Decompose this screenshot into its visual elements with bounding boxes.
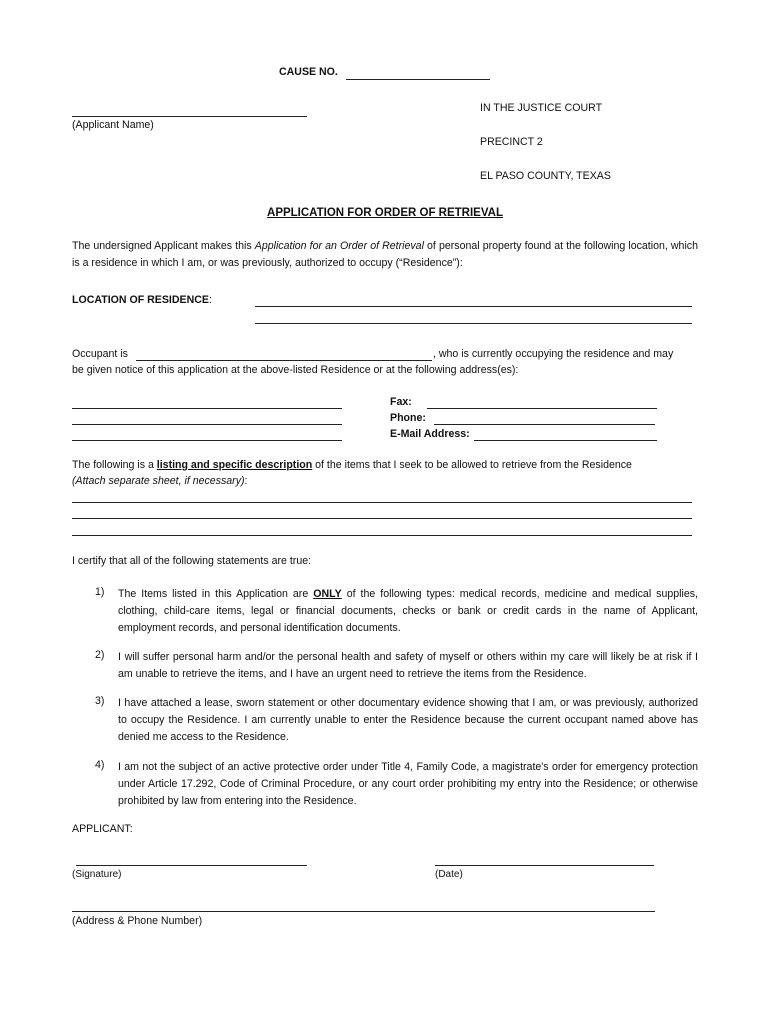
- intro-text-part1: The undersigned Applicant makes this: [72, 240, 255, 252]
- statement-1-after: of the following types: medical records, medicine and medical supplies, clothing, child-care items, legal or financial documents, checks or bank or credit cards in the name of Applicant, employment records, and personal identification documents.: [118, 588, 698, 634]
- items-line-2[interactable]: [72, 518, 692, 519]
- signature-line[interactable]: [76, 865, 307, 866]
- items-line-3[interactable]: [72, 535, 692, 536]
- address-phone-line[interactable]: [72, 911, 655, 912]
- location-line-1[interactable]: [255, 306, 692, 307]
- occupant-line2: be given notice of this application at the above-listed Residence or at the following address(es):: [72, 364, 519, 376]
- date-line[interactable]: [435, 865, 654, 866]
- location-label: LOCATION OF RESIDENCE: [72, 294, 209, 306]
- date-label: (Date): [435, 869, 463, 880]
- statement-1-before: The Items listed in this Application are: [118, 588, 314, 600]
- location-line-2[interactable]: [255, 323, 692, 324]
- listing-text-part1: The following is a: [72, 459, 157, 471]
- address-phone-label: (Address & Phone Number): [72, 915, 203, 927]
- fax-label: Fax:: [390, 396, 412, 408]
- statement-2: I will suffer personal harm and/or the personal health and safety of myself or others within my care will likely be at risk if I am unable to retrieve the items, and I have an urgent need to retrieve the items from the Residence.: [118, 651, 698, 680]
- cause-number-line[interactable]: [346, 79, 490, 80]
- statement-1-emphasis: ONLY: [313, 588, 342, 600]
- occupant-prefix: Occupant is: [72, 348, 128, 360]
- phone-label: Phone:: [390, 412, 426, 424]
- intro-italic-title: Application for an Order of Retrieval: [254, 240, 424, 252]
- intro-text-part2: of personal property found at the following location, which is a residence in which I am, or was previously, authorized to occupy (“Residence”):: [72, 240, 698, 269]
- location-label-wrap: [72, 294, 212, 306]
- listing-line2: [72, 475, 247, 487]
- certify-statement: I certify that all of the following statements are true:: [72, 555, 312, 567]
- applicant-name-line[interactable]: [72, 116, 307, 117]
- statement-4: I am not the subject of an active protective order under Title 4, Family Code, a magistrate's order for emergency protection under Article 17.292, Code of Criminal Procedure, or any court order prohibiting my entry into the Residence; or otherwise prohibited by law from entering into the Residence.: [118, 761, 698, 807]
- occupant-address-line-1[interactable]: [72, 408, 342, 409]
- statement-3-number: 3): [95, 695, 105, 707]
- court-name: IN THE JUSTICE COURT: [480, 102, 603, 114]
- listing-line1: [72, 459, 632, 471]
- occupant-address-line-2[interactable]: [72, 424, 342, 425]
- statement-4-number: 4): [95, 759, 105, 771]
- email-label: E-Mail Address:: [390, 428, 470, 440]
- signature-label: (Signature): [72, 869, 122, 880]
- court-county: EL PASO COUNTY, TEXAS: [480, 170, 611, 182]
- statement-1-number: 1): [95, 586, 105, 598]
- statement-1: [118, 586, 698, 637]
- intro-paragraph: [72, 238, 698, 272]
- location-colon: :: [208, 294, 212, 306]
- court-precinct: PRECINCT 2: [480, 136, 543, 148]
- document-title: APPLICATION FOR ORDER OF RETRIEVAL: [267, 207, 503, 219]
- phone-line[interactable]: [434, 424, 655, 425]
- statement-2-number: 2): [95, 649, 105, 661]
- occupant-name-line[interactable]: [136, 360, 432, 361]
- applicant-label: APPLICANT:: [72, 823, 133, 835]
- email-line[interactable]: [474, 440, 657, 441]
- cause-number-label: CAUSE NO.: [279, 66, 338, 78]
- listing-end: :: [244, 475, 248, 487]
- statement-3: I have attached a lease, sworn statement or other documentary evidence showing that I am, or was previously, authorized to occupy the Residence. I am currently unable to enter the Residence because the current occupant named above has denied me access to the Residence.: [118, 697, 698, 743]
- listing-emphasis: listing and specific description: [156, 459, 313, 471]
- occupant-suffix: , who is currently occupying the residence and may: [433, 348, 674, 360]
- listing-text-part2: of the items that I seek to be allowed to retrieve from the Residence: [312, 459, 632, 471]
- applicant-name-label: (Applicant Name): [72, 119, 154, 131]
- items-line-1[interactable]: [72, 502, 692, 503]
- fax-line[interactable]: [427, 408, 657, 409]
- occupant-address-line-3[interactable]: [72, 440, 342, 441]
- listing-italic-note: (Attach separate sheet, if necessary): [72, 475, 245, 487]
